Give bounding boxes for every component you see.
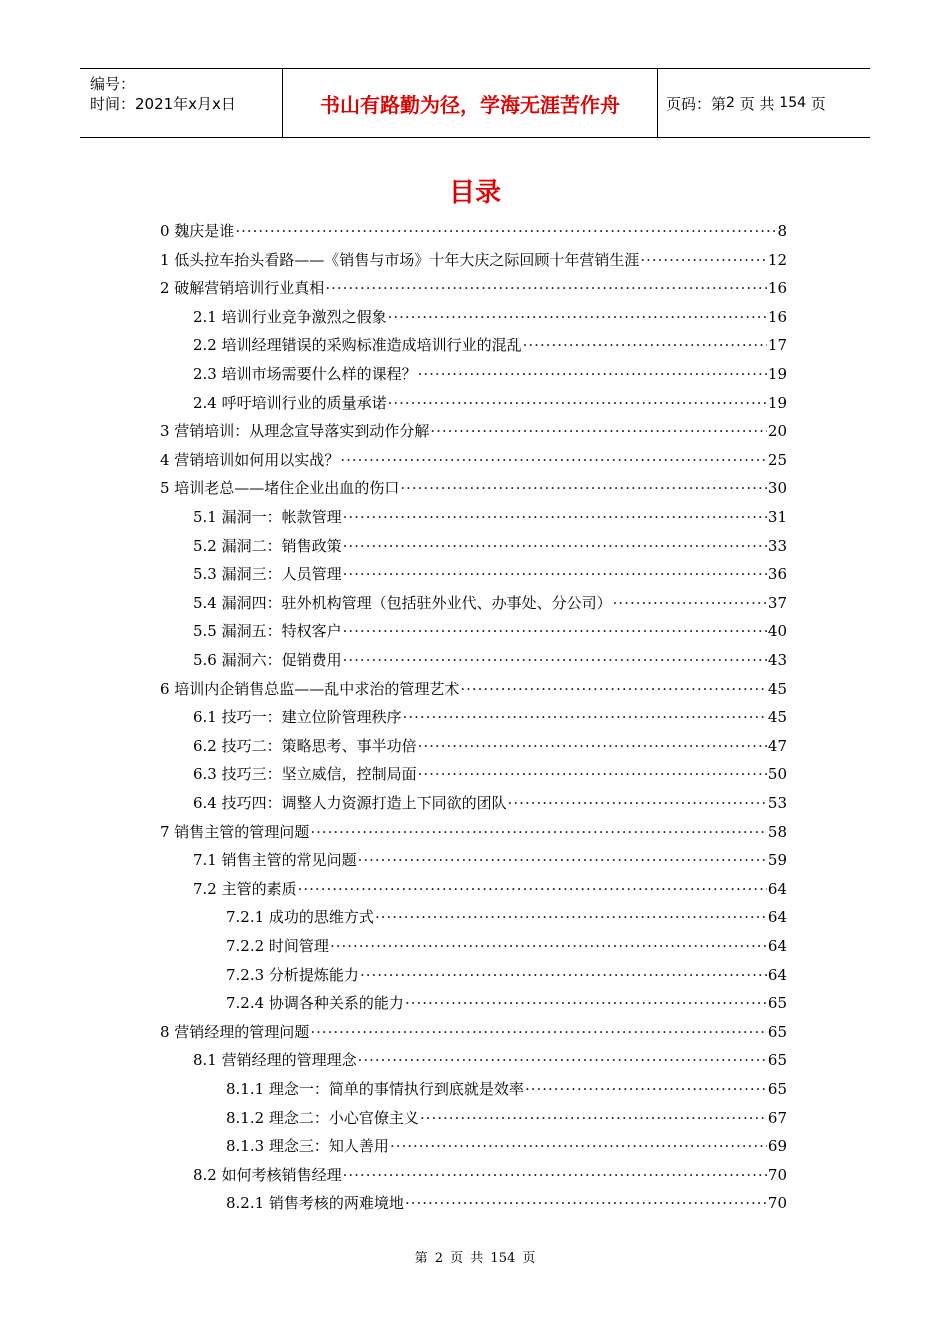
toc-dot-leader [388, 304, 767, 330]
toc-entry-title: 2.2 培训经理错误的采购标准造成培训行业的混乱 [193, 336, 522, 355]
toc-dot-leader [343, 1162, 767, 1188]
toc-entry[interactable] [160, 676, 787, 702]
toc-dot-leader [343, 533, 767, 559]
toc-entry[interactable] [160, 475, 787, 501]
toc-entry-title: 8.1.3 理念三：知人善用 [226, 1137, 389, 1156]
toc-entry-page: 17 [767, 336, 787, 355]
toc-entry-title: 5.6 漏洞六：促销费用 [193, 651, 342, 669]
toc-entry-page: 65 [767, 1022, 787, 1041]
toc-entry[interactable] [160, 819, 787, 845]
toc-entry[interactable] [226, 1076, 787, 1102]
toc-dot-leader [340, 447, 767, 473]
toc-entry-title: 8.2 如何考核销售经理 [193, 1165, 342, 1184]
toc-entry[interactable] [193, 361, 787, 387]
toc-entry-page: 64 [767, 965, 787, 984]
toc-entry[interactable] [193, 1162, 787, 1188]
toc-entry-page: 31 [767, 508, 787, 526]
toc-entry-title: 6 培训内企销售总监——乱中求治的管理艺术 [160, 679, 460, 698]
header-page-info [658, 69, 870, 137]
toc-entry[interactable] [226, 904, 787, 930]
toc-dot-leader [310, 1019, 767, 1045]
page-total: 154 [779, 95, 807, 111]
toc-entry[interactable] [193, 390, 787, 416]
toc-entry-title: 7.2 主管的素质 [193, 879, 297, 898]
toc-entry[interactable] [226, 990, 787, 1016]
toc-entry-title: 6.4 技巧四：调整人力资源打造上下同欲的团队 [193, 794, 507, 812]
toc-entry-page: 33 [767, 536, 787, 555]
toc-dot-leader [525, 1076, 767, 1102]
toc-entry-title: 2 破解营销培训行业真相 [160, 279, 325, 298]
toc-entry-page: 19 [767, 393, 787, 412]
toc-entry[interactable] [193, 733, 787, 759]
toc-dot-leader [358, 1047, 767, 1073]
toc-entry[interactable] [193, 590, 787, 616]
toc-entry[interactable] [160, 418, 787, 444]
toc-dot-leader [523, 332, 767, 358]
toc-entry-page: 30 [767, 479, 787, 498]
toc-entry-title: 8 营销经理的管理问题 [160, 1022, 310, 1041]
toc-dot-leader [325, 275, 767, 301]
toc-entry[interactable] [193, 704, 787, 730]
toc-entry-page: 45 [767, 679, 787, 698]
toc-dot-leader [298, 876, 767, 902]
toc-entry-page: 64 [767, 908, 787, 927]
toc-entry-page: 12 [767, 250, 787, 269]
toc-entry-page: 47 [767, 736, 787, 755]
toc-entry-title: 1 低头拉车抬头看路——《销售与市场》十年大庆之际回顾十年营销生涯 [160, 250, 640, 269]
toc-entry[interactable] [160, 247, 787, 273]
toc-dot-leader [405, 1190, 767, 1216]
toc-entry-title: 7.2.4 协调各种关系的能力 [226, 994, 404, 1013]
toc-dot-leader [390, 1133, 767, 1159]
toc-entry[interactable] [226, 933, 787, 959]
toc-dot-leader [405, 990, 767, 1016]
toc-entry[interactable] [226, 1105, 787, 1131]
toc-entry-page: 64 [767, 937, 787, 955]
toc-entry[interactable] [226, 1190, 787, 1216]
toc-dot-leader [388, 390, 767, 416]
page-footer: 第 2 页 共 154 页 [414, 1251, 536, 1266]
toc-entry-page: 67 [767, 1108, 787, 1127]
toc-entry-page: 16 [767, 307, 787, 326]
toc-entry-page: 65 [767, 1080, 787, 1098]
toc-entry-page: 19 [767, 365, 787, 383]
page-label-mid: 页 共 [739, 94, 775, 113]
toc-dot-leader [343, 618, 767, 644]
toc-entry-title: 8.1 营销经理的管理理念 [193, 1051, 357, 1070]
toc-entry-title: 7 销售主管的管理问题 [160, 822, 310, 841]
header-motto: 书山有路勤为径，学海无涯苦作舟 [283, 69, 658, 137]
document-date: 时间：2021年x月x日 [90, 95, 236, 113]
toc-entry[interactable] [226, 1133, 787, 1159]
toc-entry-title: 5.3 漏洞三：人员管理 [193, 565, 342, 584]
toc-entry[interactable] [160, 447, 787, 473]
toc-entry-page: 70 [767, 1194, 787, 1213]
toc-entry-page: 64 [767, 879, 787, 898]
toc-entry-page: 40 [767, 622, 787, 641]
toc-entry[interactable] [193, 647, 787, 673]
toc-dot-leader [358, 847, 767, 873]
toc-entry-page: 58 [767, 822, 787, 841]
toc-entry[interactable] [193, 533, 787, 559]
toc-entry[interactable] [193, 561, 787, 587]
toc-entry[interactable] [193, 761, 787, 787]
toc-entry-page: 37 [767, 593, 787, 612]
toc-dot-leader [418, 761, 767, 787]
toc-entry[interactable] [160, 275, 787, 301]
toc-entry-page: 43 [767, 651, 787, 669]
toc-entry[interactable] [193, 876, 787, 902]
toc-entry-page: 25 [767, 450, 787, 469]
toc-entry-title: 3 营销培训：从理念宣导落实到动作分解 [160, 422, 430, 441]
toc-entry-page: 45 [767, 708, 787, 727]
toc-dot-leader [343, 647, 767, 673]
toc-entry-page: 69 [767, 1137, 787, 1156]
page-header [80, 68, 870, 138]
toc-entry[interactable] [160, 218, 787, 244]
header-meta-cell [80, 69, 283, 137]
toc-entry-title: 5.1 漏洞一：帐款管理 [193, 508, 342, 526]
toc-entry[interactable] [193, 847, 787, 873]
page-label-suffix: 页 [810, 94, 826, 113]
toc-entry-page: 65 [767, 994, 787, 1013]
toc-entry-title: 7.2.3 分析提炼能力 [226, 965, 359, 984]
toc-entry[interactable] [193, 1047, 787, 1073]
toc-dot-leader [403, 704, 767, 730]
toc-dot-leader [613, 590, 767, 616]
toc-dot-leader [418, 733, 767, 759]
toc-title: 目录 [448, 178, 501, 208]
toc-entry-title: 5.5 漏洞五：特权客户 [193, 622, 342, 641]
toc-entry-title: 2.1 培训行业竞争激烈之假象 [193, 307, 387, 326]
document-number-label: 编号： [90, 75, 136, 93]
toc-dot-leader [360, 962, 767, 988]
toc-entry-title: 6.2 技巧二：策略思考、事半功倍 [193, 736, 417, 755]
toc-entry-title: 2.4 呼吁培训行业的质量承诺 [193, 393, 387, 412]
toc-entry[interactable] [193, 618, 787, 644]
toc-entry-page: 8 [777, 222, 787, 240]
toc-dot-leader [418, 361, 767, 387]
toc-dot-leader [460, 676, 767, 702]
toc-entry-page: 53 [767, 794, 787, 812]
toc-dot-leader [640, 247, 767, 273]
toc-dot-leader [375, 904, 767, 930]
toc-entry-title: 8.1.2 理念二：小心官僚主义 [226, 1108, 419, 1127]
page-label-prefix: 页码：第 [666, 94, 727, 113]
toc-entry-title: 6.1 技巧一：建立位阶管理秩序 [193, 708, 402, 727]
toc-entry-page: 36 [767, 565, 787, 584]
toc-entry[interactable] [193, 504, 787, 530]
toc-entry-page: 16 [767, 279, 787, 298]
toc-entry-title: 8.1.1 理念一：简单的事情执行到底就是效率 [226, 1080, 524, 1098]
toc-entry-title: 7.2.2 时间管理 [226, 937, 329, 955]
toc-dot-leader [400, 475, 767, 501]
toc-entry-title: 5.4 漏洞四：驻外机构管理（包括驻外业代、办事处、分公司） [193, 593, 612, 612]
toc-entry-title: 2.3 培训市场需要什么样的课程？ [193, 365, 417, 383]
toc-entry[interactable] [226, 962, 787, 988]
toc-entry-title: 6.3 技巧三：坚立威信，控制局面 [193, 765, 417, 784]
toc-dot-leader [310, 819, 767, 845]
toc-entry[interactable] [160, 1019, 787, 1045]
toc-entry-title: 8.2.1 销售考核的两难境地 [226, 1194, 404, 1213]
toc-entry-title: 4 营销培训如何用以实战？ [160, 450, 340, 469]
toc-entry-page: 50 [767, 765, 787, 784]
toc-dot-leader [420, 1105, 767, 1131]
toc-entry[interactable] [193, 304, 787, 330]
toc-dot-leader [343, 561, 767, 587]
toc-entry-title: 7.2.1 成功的思维方式 [226, 908, 374, 927]
toc-entry[interactable] [193, 332, 787, 358]
toc-dot-leader [508, 790, 767, 816]
toc-entry-page: 65 [767, 1051, 787, 1070]
toc-entry-title: 0 魏庆是谁 [160, 222, 235, 240]
toc-entry-title: 5 培训老总——堵住企业出血的伤口 [160, 479, 400, 498]
page-current: 2 [726, 95, 735, 111]
toc-dot-leader [235, 218, 776, 244]
toc-entry-page: 20 [767, 422, 787, 441]
toc-dot-leader [343, 504, 767, 530]
toc-entry-title: 5.2 漏洞二：销售政策 [193, 536, 342, 555]
toc-dot-leader [430, 418, 767, 444]
toc-entry-title: 7.1 销售主管的常见问题 [193, 851, 357, 870]
toc-dot-leader [330, 933, 767, 959]
toc-entry[interactable] [193, 790, 787, 816]
toc-entry-page: 70 [767, 1165, 787, 1184]
toc-entry-page: 59 [767, 851, 787, 870]
